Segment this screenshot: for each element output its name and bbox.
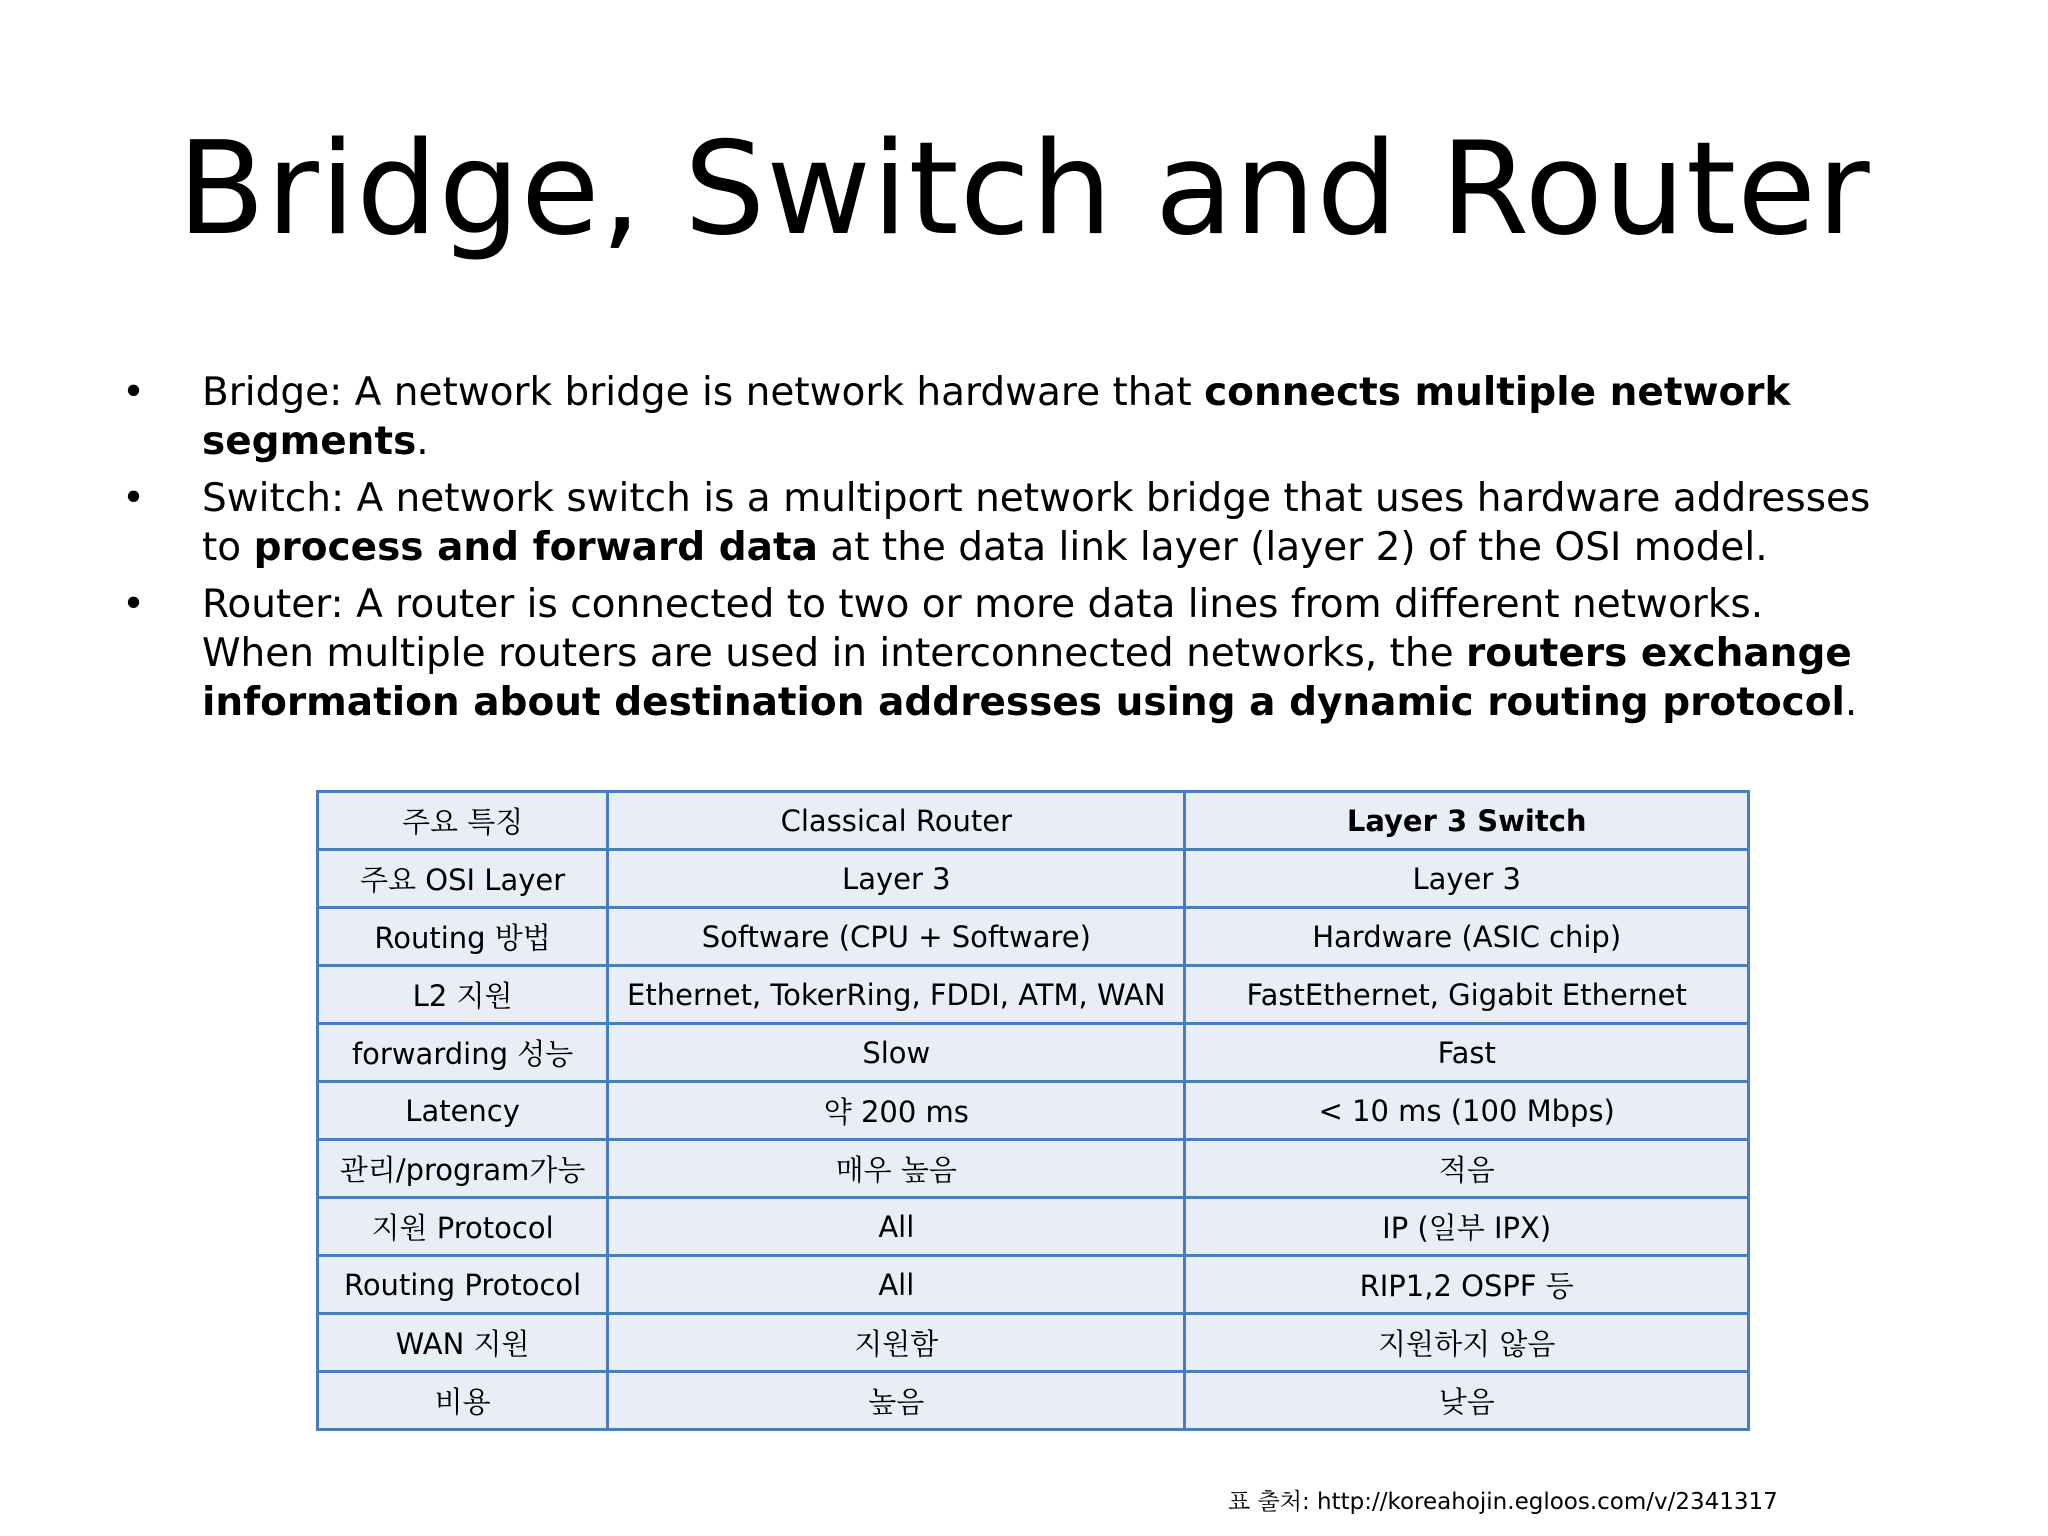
table-cell: 낮음 (1185, 1372, 1749, 1430)
table-cell: 지원 Protocol (318, 1198, 608, 1256)
table-cell: 매우 높음 (608, 1140, 1185, 1198)
table-cell: 높음 (608, 1372, 1185, 1430)
bullet-text: . (416, 419, 429, 464)
table-row (318, 1140, 1749, 1198)
table-cell: < 10 ms (100 Mbps) (1185, 1082, 1749, 1140)
table-cell: 지원하지 않음 (1185, 1314, 1749, 1372)
bullet-router (118, 580, 1878, 727)
table-cell: forwarding 성능 (318, 1024, 608, 1082)
bullet-marker: • (122, 476, 146, 521)
table-cell: 지원함 (608, 1314, 1185, 1372)
table-cell: Layer 3 (1185, 850, 1749, 908)
table-row (318, 1198, 1749, 1256)
table-cell: Latency (318, 1082, 608, 1140)
table-cell: 주요 OSI Layer (318, 850, 608, 908)
bullet-list (118, 368, 1878, 735)
table-cell: WAN 지원 (318, 1314, 608, 1372)
table-cell: Routing 방법 (318, 908, 608, 966)
table-row (318, 966, 1749, 1024)
table-cell: Layer 3 (608, 850, 1185, 908)
bullet-emphasis: connects multiple network segments (202, 370, 1791, 464)
table-cell: 비용 (318, 1372, 608, 1430)
table-cell: 적음 (1185, 1140, 1749, 1198)
bullet-bridge (118, 368, 1878, 466)
table-cell: Ethernet, TokerRing, FDDI, ATM, WAN (608, 966, 1185, 1024)
table-cell: Fast (1185, 1024, 1749, 1082)
table-cell: RIP1,2 OSPF 등 (1185, 1256, 1749, 1314)
table-row (318, 1372, 1749, 1430)
slide-title: Bridge, Switch and Router (177, 115, 1871, 264)
comparison-table (316, 790, 1750, 1431)
bullet-emphasis: routers exchange information about destination addresses using a dynamic routing protocol (202, 631, 1852, 725)
table-cell: IP (일부 IPX) (1185, 1198, 1749, 1256)
table-row (318, 1024, 1749, 1082)
table-row (318, 1082, 1749, 1140)
table-cell: Software (CPU + Software) (608, 908, 1185, 966)
table-cell: All (608, 1256, 1185, 1314)
bullet-switch (118, 474, 1878, 572)
bullet-text: Bridge: A network bridge is network hardware that (202, 370, 1205, 415)
bullet-text: Switch: A network switch is a multiport network bridge that uses hardware addresses to (202, 476, 1871, 570)
table-source-note: 표 출처: http://koreahojin.egloos.com/v/2341317 (1228, 1489, 1778, 1515)
table-header-cell: 주요 특징 (318, 792, 608, 850)
table-header-row (318, 792, 1749, 850)
table-row (318, 1256, 1749, 1314)
bullet-marker: • (122, 370, 146, 415)
table-cell: Hardware (ASIC chip) (1185, 908, 1749, 966)
table-row (318, 908, 1749, 966)
table-cell: FastEthernet, Gigabit Ethernet (1185, 966, 1749, 1024)
bullet-marker: • (122, 582, 146, 627)
table-cell: 약 200 ms (608, 1082, 1185, 1140)
bullet-text: . (1844, 680, 1858, 725)
bullet-text: at the data link layer (layer 2) of the OSI model. (817, 525, 1768, 570)
table-header-cell: Classical Router (608, 792, 1185, 850)
table-header-cell: Layer 3 Switch (1185, 792, 1749, 850)
table-cell: L2 지원 (318, 966, 608, 1024)
bullet-emphasis: process and forward data (253, 525, 818, 570)
table-row (318, 850, 1749, 908)
table-cell: All (608, 1198, 1185, 1256)
table-cell: 관리/program가능 (318, 1140, 608, 1198)
table-row (318, 1314, 1749, 1372)
bullet-text: Router: A router is connected to two or more data lines from different networks. When multiple routers are used in interconnected networks, the (202, 582, 1764, 676)
table-cell: Routing Protocol (318, 1256, 608, 1314)
table-cell: Slow (608, 1024, 1185, 1082)
